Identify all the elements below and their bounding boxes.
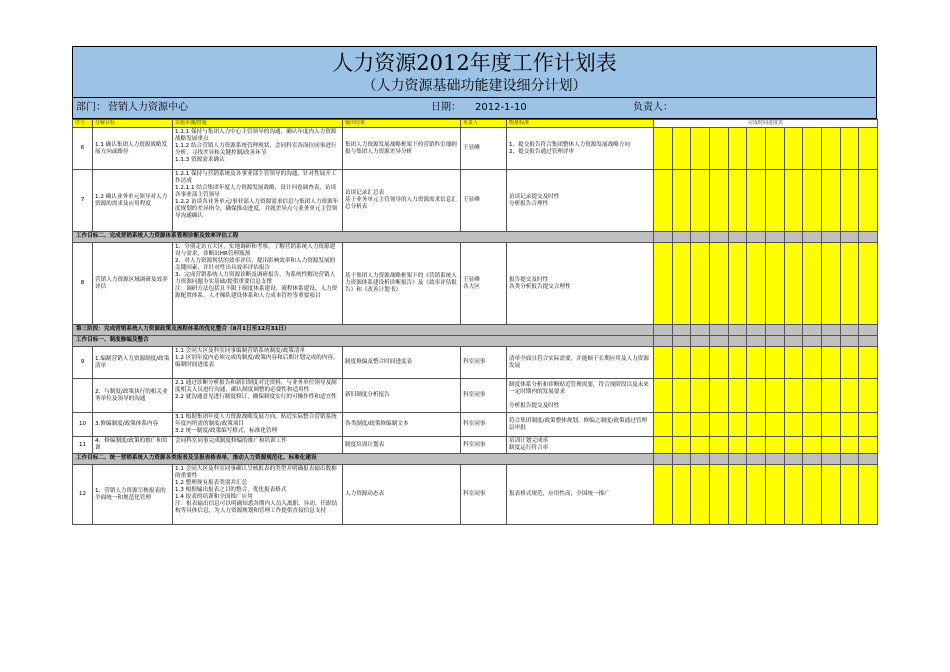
progress-cell[interactable] xyxy=(803,170,822,232)
progress-cell[interactable] xyxy=(765,128,784,170)
progress-cell[interactable] xyxy=(728,379,747,413)
title-banner xyxy=(72,46,877,98)
progress-cell[interactable] xyxy=(803,336,822,347)
seq-cell: 9 xyxy=(73,347,93,379)
content-cell: 1.2.1 保持与营销系统及各事业部主管领导的沟通，针对性展开工作达成 1.2.1.1 结合集团年度人力资源发展战略，设计问卷调查表，访谈各事业部主管领导 1.2.2 访谈各业务单元/事业部人力资源需求信息与集团人力资源年度规划的差异指令，确保推动进度，并就差异点与业务单元主管领导沟通确认 xyxy=(173,170,343,232)
progress-cell[interactable] xyxy=(654,437,673,454)
progress-cell[interactable] xyxy=(859,454,878,465)
progress-cell[interactable] xyxy=(803,454,822,465)
progress-cell[interactable] xyxy=(672,325,691,336)
progress-cell[interactable] xyxy=(747,465,766,525)
progress-cell[interactable] xyxy=(784,347,803,379)
section-row xyxy=(73,454,878,465)
date-label: 日期： xyxy=(431,102,461,113)
col-output: 输出结果 xyxy=(343,120,461,128)
plan-table xyxy=(72,119,878,525)
progress-cell[interactable] xyxy=(859,413,878,437)
progress-cell[interactable] xyxy=(747,170,766,232)
progress-cell[interactable] xyxy=(747,413,766,437)
progress-cell[interactable] xyxy=(803,243,822,325)
progress-cell[interactable] xyxy=(784,437,803,454)
standard-cell: 报告提交及时性 各类分析报告提交合理性 xyxy=(507,243,654,325)
progress-cell[interactable] xyxy=(840,243,859,325)
progress-cell[interactable] xyxy=(728,170,747,232)
progress-cell[interactable] xyxy=(747,437,766,454)
progress-cell[interactable] xyxy=(691,347,710,379)
progress-cell[interactable] xyxy=(840,232,859,243)
goal-cell: 4、修编制度/政策的推广和培训 xyxy=(93,437,173,454)
table-row xyxy=(73,170,878,232)
seq-cell: 12 xyxy=(73,465,93,525)
progress-cell[interactable] xyxy=(672,454,691,465)
progress-cell[interactable] xyxy=(709,413,728,437)
progress-cell[interactable] xyxy=(691,336,710,347)
progress-cell[interactable] xyxy=(691,454,710,465)
progress-cell[interactable] xyxy=(840,379,859,413)
info-bar xyxy=(72,98,877,119)
progress-cell[interactable] xyxy=(691,232,710,243)
content-cell: 1.1 会同大区及科室同事确认呈核报表的类型并明确报表输出数据的重要性 1.2 整理现有报表类别并汇总 1.3 根据输出报表之目的整合，优化报表格式 1.4 报表的培训和全国推广应用 注：报表输出信息可以明确知悉各期内人员入离职、异动、任职结构等具体信息，为人力资源规划和管理工作提供直接信息支持 xyxy=(173,465,343,525)
seq-cell: 11 xyxy=(73,437,93,454)
progress-cell[interactable] xyxy=(765,379,784,413)
owner-cell: 科室同事 xyxy=(461,465,507,525)
output-cell: 集团人力资源发展战略框架下的营销科室细则报与集团人力资源差异分析 xyxy=(343,128,461,170)
progress-cell[interactable] xyxy=(821,232,840,243)
progress-cell[interactable] xyxy=(859,379,878,413)
content-cell: 1、分别走访五大区，实地调研和考察，了解营销系统人力资源建设与需求，诊断出HR管理瓶颈 2、对人力资源现状的效率评估，提出影响效率和人力资源发展的关键因素，并针对性出具效率评估报告 3、完成营销系统人力资源诊断及调研报告，为系统性解决营销人力资源问题夯实基础/提供重要信息支撑 注：调研方法包括且不限于制度体系建设、流程体系建设、人力资源配置体系、人才梯队建设体系和人力成本管控等重要项目 xyxy=(173,243,343,325)
progress-cell[interactable] xyxy=(709,437,728,454)
progress-cell[interactable] xyxy=(765,232,784,243)
progress-cell[interactable] xyxy=(765,454,784,465)
progress-cell[interactable] xyxy=(765,325,784,336)
progress-cell[interactable] xyxy=(784,379,803,413)
progress-cell[interactable] xyxy=(765,465,784,525)
seq-cell xyxy=(73,379,93,413)
owner-label: 负责人： xyxy=(633,102,673,113)
goal-cell: 3.修编制度/政策体系内容 xyxy=(93,413,173,437)
progress-cell[interactable] xyxy=(821,454,840,465)
owner-cell: 王显峰 各大区 xyxy=(461,243,507,325)
progress-cell[interactable] xyxy=(784,170,803,232)
output-cell: 人力资源动态表 xyxy=(343,465,461,525)
progress-cell[interactable] xyxy=(840,454,859,465)
standard-cell: 制度体系分析和诊断贴近管理需要，符合现阶段以及未来一定时期内的发展要求 分析报告提交及时性 xyxy=(507,379,654,413)
progress-cell[interactable] xyxy=(691,437,710,454)
progress-cell[interactable] xyxy=(803,437,822,454)
goal-cell: 营销人力资源区域调研及效率评估 xyxy=(93,243,173,325)
progress-cell[interactable] xyxy=(672,243,691,325)
progress-cell[interactable] xyxy=(821,379,840,413)
output-cell: 制度修编及整合时间进度表 xyxy=(343,347,461,379)
progress-cell[interactable] xyxy=(803,413,822,437)
progress-cell[interactable] xyxy=(672,347,691,379)
progress-cell[interactable] xyxy=(691,128,710,170)
progress-cell[interactable] xyxy=(840,465,859,525)
progress-cell[interactable] xyxy=(747,232,766,243)
progress-cell[interactable] xyxy=(784,336,803,347)
progress-cell[interactable] xyxy=(672,465,691,525)
dept-value: 营销人力资源中心 xyxy=(108,102,188,113)
progress-cell[interactable] xyxy=(821,336,840,347)
sub-title: （人力资源基础功能建设细分计划） xyxy=(362,78,587,94)
progress-cell[interactable] xyxy=(691,465,710,525)
progress-cell[interactable] xyxy=(709,454,728,465)
output-cell: 新旧制度分析报告 xyxy=(343,379,461,413)
progress-cell[interactable] xyxy=(691,379,710,413)
progress-cell[interactable] xyxy=(654,232,673,243)
progress-cell[interactable] xyxy=(672,128,691,170)
progress-cell[interactable] xyxy=(728,325,747,336)
progress-cell[interactable] xyxy=(765,243,784,325)
standard-cell: 符合集团制度/政策整体规划，修编之制度/政策通过管理层审批 xyxy=(507,413,654,437)
standard-cell: 清单全面且符合实际需要，并能顺于长期应用及人力资源发展 xyxy=(507,347,654,379)
progress-cell[interactable] xyxy=(709,170,728,232)
progress-cell[interactable] xyxy=(654,170,673,232)
progress-cell[interactable] xyxy=(672,232,691,243)
progress-cell[interactable] xyxy=(654,128,673,170)
progress-cell[interactable] xyxy=(784,465,803,525)
seq-cell: 7 xyxy=(73,170,93,232)
progress-cell[interactable] xyxy=(803,379,822,413)
progress-cell[interactable] xyxy=(654,325,673,336)
progress-cell[interactable] xyxy=(840,347,859,379)
progress-cell[interactable] xyxy=(654,379,673,413)
progress-cell[interactable] xyxy=(728,465,747,525)
progress-cell[interactable] xyxy=(709,347,728,379)
progress-cell[interactable] xyxy=(859,437,878,454)
goal-cell: 1.1 确认集团人力资源战略发展方向或路径 xyxy=(93,128,173,170)
progress-cell[interactable] xyxy=(840,413,859,437)
progress-cell[interactable] xyxy=(709,243,728,325)
date-value: 2012-1-10 xyxy=(475,102,527,113)
goal-cell: 1、营销人力资源呈核报表的全面统一和规范化管理 xyxy=(93,465,173,525)
table-row xyxy=(73,413,878,437)
progress-cell[interactable] xyxy=(859,128,878,170)
progress-cell[interactable] xyxy=(821,128,840,170)
owner-cell: 科室同事 xyxy=(461,437,507,454)
goal-cell: 2、与制度/政策执行的相关业务单位及领导的沟通 xyxy=(93,379,173,413)
table-row xyxy=(73,437,878,454)
dept-label: 部门： xyxy=(76,102,106,113)
progress-cell[interactable] xyxy=(784,454,803,465)
progress-cell[interactable] xyxy=(765,437,784,454)
seq-cell: 10 xyxy=(73,413,93,437)
owner-cell: 科室同事 xyxy=(461,347,507,379)
section-row xyxy=(73,232,878,243)
progress-cell[interactable] xyxy=(728,347,747,379)
progress-cell[interactable] xyxy=(859,465,878,525)
progress-cell[interactable] xyxy=(728,454,747,465)
progress-cell[interactable] xyxy=(728,243,747,325)
progress-cell[interactable] xyxy=(840,128,859,170)
content-cell: 1.1.1 保持与集团人力中心主管领导的沟通，确认年度内人力资源战略发展重点 1.1.2 结合营销人力资源系统管理现状，会同科室各岗位同事进行分析，寻找差异和关键控制/改善环节 1.1.3 资源需求确认 xyxy=(173,128,343,170)
table-row xyxy=(73,128,878,170)
progress-cell[interactable] xyxy=(654,336,673,347)
table-row xyxy=(73,347,878,379)
progress-cell[interactable] xyxy=(709,128,728,170)
col-owner: 负责人 xyxy=(461,120,507,128)
progress-cell[interactable] xyxy=(709,232,728,243)
content-cell: 会同科室同事完成制度修编的推广和培训工作 xyxy=(173,437,343,454)
output-cell: 各类制度/政策修编制文本 xyxy=(343,413,461,437)
output-cell: 访谈记录汇总表 基于业务单元主管领导的人力资源需求信息汇总分析表 xyxy=(343,170,461,232)
progress-cell[interactable] xyxy=(859,347,878,379)
section-title: 第三阶段：完成营销系统人力资源政策及流程体系的优化整合（8月1日至12月31日） xyxy=(73,325,654,336)
progress-cell[interactable] xyxy=(672,379,691,413)
owner-cell: 王显峰 xyxy=(461,170,507,232)
content-cell: 2.1 通过诊断分析报告和新旧制度对比资料，与业务单位领导及制度相关人员进行沟通，确认制度调整的必要性和适用性 2.2 就沟通意见进行制度修订，确保制度实行的可操作性和适宜性 xyxy=(173,379,343,413)
progress-cell[interactable] xyxy=(765,170,784,232)
progress-cell[interactable] xyxy=(784,243,803,325)
progress-cell[interactable] xyxy=(803,232,822,243)
progress-cell[interactable] xyxy=(747,325,766,336)
progress-cell[interactable] xyxy=(709,379,728,413)
section-title: 工作目标一、制度修编及整合 xyxy=(73,336,654,347)
progress-cell[interactable] xyxy=(672,437,691,454)
progress-cell[interactable] xyxy=(840,170,859,232)
progress-cell[interactable] xyxy=(840,325,859,336)
progress-cell[interactable] xyxy=(840,437,859,454)
progress-cell[interactable] xyxy=(821,243,840,325)
progress-cell[interactable] xyxy=(859,232,878,243)
progress-cell[interactable] xyxy=(803,128,822,170)
col-goal: 分解目标 xyxy=(93,120,173,128)
progress-cell[interactable] xyxy=(654,465,673,525)
col-seq: 序号 xyxy=(73,120,93,128)
owner-cell: 王显峰 xyxy=(461,128,507,170)
section-title: 工作目标二、完成营销系统人力资源体系管理诊断及效率评估工程 xyxy=(73,232,654,243)
progress-cell[interactable] xyxy=(821,347,840,379)
progress-cell[interactable] xyxy=(747,454,766,465)
progress-cell[interactable] xyxy=(747,243,766,325)
section-title: 工作目标二、统一营销系统人力资源各类报表及呈报表格表单，推动人力资源规范化、标准化建设 xyxy=(73,454,654,465)
worksheet xyxy=(72,46,877,525)
progress-cell[interactable] xyxy=(784,325,803,336)
progress-cell[interactable] xyxy=(859,336,878,347)
progress-cell[interactable] xyxy=(821,413,840,437)
progress-cell[interactable] xyxy=(859,243,878,325)
progress-cell[interactable] xyxy=(765,413,784,437)
progress-cell[interactable] xyxy=(672,336,691,347)
progress-cell[interactable] xyxy=(709,336,728,347)
progress-cell[interactable] xyxy=(784,413,803,437)
progress-cell[interactable] xyxy=(691,243,710,325)
progress-cell[interactable] xyxy=(784,128,803,170)
col-standard: 衡量标准 xyxy=(507,120,654,128)
progress-cell[interactable] xyxy=(654,454,673,465)
progress-cell[interactable] xyxy=(654,413,673,437)
progress-cell[interactable] xyxy=(859,170,878,232)
table-row xyxy=(73,379,878,413)
progress-cell[interactable] xyxy=(840,336,859,347)
output-cell: 制度培训计划表 xyxy=(343,437,461,454)
goal-cell: 1.2 确认业务单元领导对人力资源的需求及应用程度 xyxy=(93,170,173,232)
standard-cell: 培训计划完成率 制度运行符合率 xyxy=(507,437,654,454)
progress-cell[interactable] xyxy=(821,325,840,336)
progress-cell[interactable] xyxy=(728,413,747,437)
goal-cell: 1.编制营销人力资源制度/政策清单 xyxy=(93,347,173,379)
progress-cell[interactable] xyxy=(728,336,747,347)
seq-cell: 6 xyxy=(73,128,93,170)
progress-cell[interactable] xyxy=(803,325,822,336)
content-cell: 1.1 会同大区及科室同事编制营销系统制度/政策清单 1.2 区别年度内必须完成的制度/政策内容和后期计划完成的内容，编制时间进度表 xyxy=(173,347,343,379)
progress-cell[interactable] xyxy=(784,232,803,243)
main-title: 人力资源2012年度工作计划表 xyxy=(332,51,617,75)
col-content: 实施步骤/措施 xyxy=(173,120,343,128)
progress-cell[interactable] xyxy=(765,347,784,379)
table-row xyxy=(73,243,878,325)
col-progress: 完成时间进度表 xyxy=(654,120,878,128)
progress-cell[interactable] xyxy=(672,413,691,437)
progress-cell[interactable] xyxy=(691,325,710,336)
section-row xyxy=(73,336,878,347)
progress-cell[interactable] xyxy=(821,465,840,525)
standard-cell: 访谈记录提交及时性 分析报告合理性 xyxy=(507,170,654,232)
column-header-row xyxy=(73,120,878,128)
progress-cell[interactable] xyxy=(765,336,784,347)
progress-cell[interactable] xyxy=(691,413,710,437)
progress-cell[interactable] xyxy=(859,325,878,336)
progress-cell[interactable] xyxy=(803,465,822,525)
progress-cell[interactable] xyxy=(728,437,747,454)
seq-cell: 8 xyxy=(73,243,93,325)
progress-cell[interactable] xyxy=(747,128,766,170)
progress-cell[interactable] xyxy=(821,437,840,454)
standard-cell: 报表格式规范，应用性高，全国统一推广 xyxy=(507,465,654,525)
output-cell: 基于集团人力资源战略框架下的《营销系统人力资源体系建设析诊断报告》及《效率评估报告》和《改善计划书》 xyxy=(343,243,461,325)
progress-cell[interactable] xyxy=(747,379,766,413)
standard-cell: 1、提交报告符合集团整体人力资源发展战略方向 2、提交报告通过管理评审 xyxy=(507,128,654,170)
progress-cell[interactable] xyxy=(672,170,691,232)
content-cell: 3.1 根据集团年度人力资源战略发展方向，贴近实际整合营销系统年度内所需的制度/政策项目 3.2 统一制度/政策编写格式，标准化管理 xyxy=(173,413,343,437)
progress-cell[interactable] xyxy=(728,128,747,170)
progress-cell[interactable] xyxy=(747,347,766,379)
progress-cell[interactable] xyxy=(803,347,822,379)
progress-cell[interactable] xyxy=(654,243,673,325)
progress-cell[interactable] xyxy=(821,170,840,232)
progress-cell[interactable] xyxy=(709,325,728,336)
table-row xyxy=(73,465,878,525)
progress-cell[interactable] xyxy=(654,347,673,379)
progress-cell[interactable] xyxy=(728,232,747,243)
owner-cell: 科室同事 xyxy=(461,379,507,413)
section-row xyxy=(73,325,878,336)
progress-cell[interactable] xyxy=(709,465,728,525)
owner-cell: 科室同事 xyxy=(461,413,507,437)
progress-cell[interactable] xyxy=(747,336,766,347)
progress-cell[interactable] xyxy=(691,170,710,232)
